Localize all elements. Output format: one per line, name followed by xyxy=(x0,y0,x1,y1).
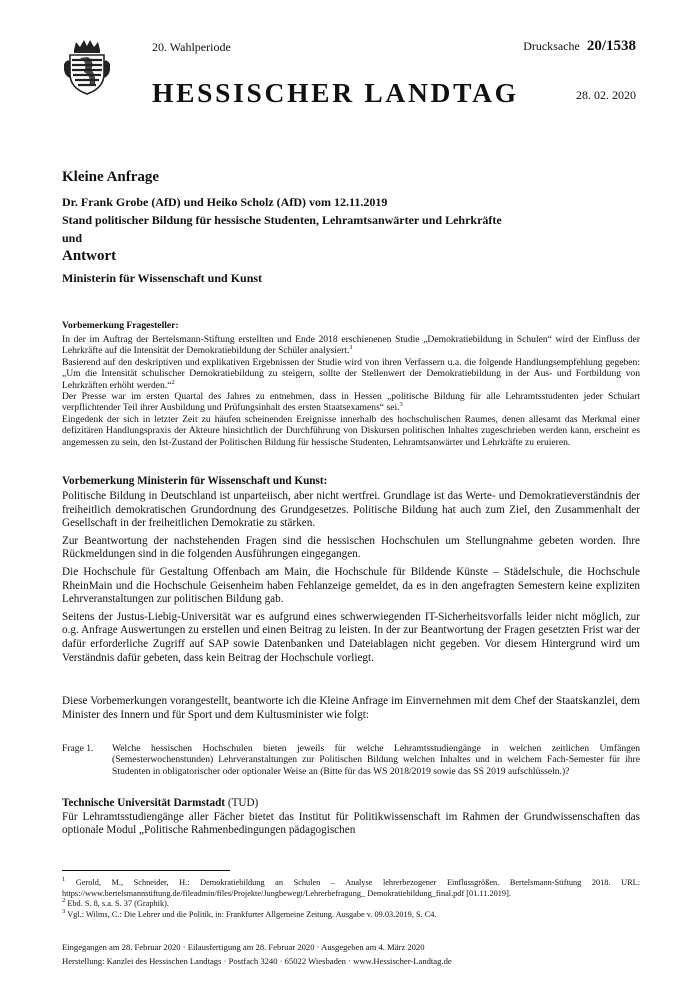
footnote-3-num: 3 xyxy=(62,908,66,916)
footnote-2 xyxy=(62,899,640,910)
footnote-2-num: 2 xyxy=(62,897,66,905)
footnote-1-text: Gerold, M., Schneider, H.: Demokratiebildung an Schulen – Analyse lehrerbezogener Einflussgrößen. Bertelsmann-Stiftung 2018. URL: https://www.bertelsmannstiftung.de/fileadmin/files/Projekte/Jungbewegt/Lehrerbefragung_ Demokratiebildung_final.pdf [01.11.2019]. xyxy=(62,878,641,898)
footnote-1 xyxy=(62,878,640,899)
fragesteller-paragraph xyxy=(62,391,640,414)
fragesteller-paragraph xyxy=(62,334,640,357)
subject-line: Stand politischer Bildung für hessische Studenten, Lehramtsanwärter und Lehrkräfte xyxy=(62,213,502,227)
ministerin-p2: Zur Beantwortung der nachstehenden Fragen sind die hessischen Hochschulen um Stellungnahme gebeten worden. Ihre Rückmeldungen sind in die folgenden Ausführungen eingegangen. xyxy=(62,534,640,561)
landtag-title: HESSISCHER LANDTAG xyxy=(152,77,519,108)
wahlperiode: 20. Wahlperiode xyxy=(152,40,231,54)
frage-1-text: Welche hessischen Hochschulen bieten jeweils für welche Lehramtsstudiengänge in welchen zeitlichen Umfängen (Semesterwochenstunden) Lehrveranstaltungen zur Politischen Bildung welchen Inhaltes und in welchem Fach-Semester für ihre Studenten in obligatorischer oder optionaler Weise an (Bitte für das WS 2018/2019 sowie das SS 2019 aufschlüsseln.)? xyxy=(112,743,640,777)
title-block xyxy=(62,168,642,287)
frage-1 xyxy=(62,743,640,777)
antwort-heading: Antwort xyxy=(62,248,117,264)
drucksache-number: 20/1538 xyxy=(586,38,636,54)
vorbemerkung-fragesteller-text xyxy=(62,334,640,448)
imprint-line-1: Eingegangen am 28. Februar 2020 · Eilausfertigung am 28. Februar 2020 · Ausgegeben am 4. März 2020 xyxy=(62,942,425,952)
footnote-divider xyxy=(62,870,230,871)
frage-1-label: Frage 1. xyxy=(62,743,94,754)
drucksache-text: Drucksache xyxy=(523,39,580,53)
footnote-3 xyxy=(62,910,640,921)
ministerin-p5-block xyxy=(62,695,640,726)
imprint-line-2: Herstellung: Kanzlei des Hessischen Landtags · Postfach 3240 · 65022 Wiesbaden · www.Hessischer-Landtag.de xyxy=(62,956,452,966)
ministerin-line: Ministerin für Wissenschaft und Kunst xyxy=(62,271,263,285)
document-date: 28. 02. 2020 xyxy=(576,88,636,102)
footnote-1-num: 1 xyxy=(62,876,66,884)
ministerin-p1: Politische Bildung in Deutschland ist unparteiisch, aber nicht wertfrei. Grundlage ist das Werte- und Demokratieverständnis der freiheitlich demokratischen Grundordnung des Grundgesetzes. Politische Bildung hat auch zum Ziel, den Zusammenhalt der Gesellschaft in der freiheitlichen Demokratie zu stärken. xyxy=(62,490,640,530)
ministerin-p5: Diese Vorbemerkungen vorangestellt, beantworte ich die Kleine Anfrage im Einvernehmen mit dem Chef der Staatskanzlei, dem Minister des Innern und für Sport und dem Kultusminister wie folgt: xyxy=(62,695,640,721)
fragesteller-paragraph xyxy=(62,357,640,391)
ministerin-p3: Die Hochschule für Gestaltung Offenbach am Main, die Hochschule für Bildende Künste – Städelschule, die Hochschule RheinMain und die Hochschule Geisenheim haben Fehlanzeige gemeldet, da es in den angefragten Semestern keine expliziten Lehrveranstaltungen zur politischen Bildung gab. xyxy=(62,565,640,606)
footnote-2-text: Ebd. S. 8, s.a. S. 37 (Graphik). xyxy=(67,899,169,909)
fragesteller-p2: Basierend auf den deskriptiven und explikativen Ergebnissen der Studie wird von ihren Verfassern u.a. die folgende Handlungsempfehlung gegeben: „Um die Intensität schulischer Demokratiebildung zu steigern, sollte der Stellenwert der Demokratiebildung in der Aus- und Fortbildung von Lehrkräften erhöht werden.“ xyxy=(62,356,640,391)
tud-name: Technische Universität Darmstadt xyxy=(62,797,226,809)
footnote-ref-2: 2 xyxy=(171,378,175,386)
kleine-anfrage-heading: Kleine Anfrage xyxy=(62,169,160,185)
fragesteller-p1: In der im Auftrag der Bertelsmann-Stiftung erstellten und Ende 2018 erschienenen Studie „Demokratiebildung in Schulen“ wird der Einfluss der Lehrkräfte auf die Intensität der Demokratiebildung der Schüler analysiert. xyxy=(62,334,640,357)
ministerin-p4: Seitens der Justus-Liebig-Universität war es aufgrund eines schwerwiegenden IT-Sicherheitsvorfalls leider nicht möglich, zur o.g. Anfrage Auswertungen zu erstellen und einen Beitrag zu leisten. In der zur Beantwortung der Fragen gesetzten Frist war der dafür erforderliche Zugriff auf SAP sowie Datenbanken und Dateiablagen nicht gegeben. Vor diesem Hintergrund wird um Verständnis dafür gebeten, dass kein Beitrag der Hochschule vorliegt. xyxy=(62,610,640,664)
fragesteller-paragraph: Eingedenk der sich in letzter Zeit zu häufen scheinenden Ereignisse innerhalb des hochschulischen Raumes, denen allesamt das Merkmal einer defizitären Handlungspraxis der Akteure hinsichtlich der Durchführung von Diskursen politischen Inhaltes zugeschrieben werden kann, erscheint es angemessen zu sein, den Ist-Zustand der Politischen Bildung für hessische Studenten, Lehramtsanwärter und Lehrkräfte zu eruieren. xyxy=(62,413,640,448)
footnote-ref-3: 3 xyxy=(399,401,403,409)
hessen-coat-of-arms-icon xyxy=(62,38,112,96)
footnote-ref-1: 1 xyxy=(349,344,353,352)
vorbemerkung-ministerin-heading: Vorbemerkung Ministerin für Wissenschaft und Kunst: xyxy=(62,475,328,487)
fragesteller-p3: Der Presse war im ersten Quartal des Jahres zu entnehmen, dass in Hessen „politische Bildung für alle Lehramtsstudenten jeder Schulart verpflichtender Teil ihrer Ausbildung und Prüfungsinhalt des ersten Staatsexamens“ sei. xyxy=(62,391,640,414)
footnotes xyxy=(62,878,640,920)
authors-line: Dr. Frank Grobe (AfD) und Heiko Scholz (AfD) vom 12.11.2019 xyxy=(62,195,388,209)
vorbemerkung-fragesteller-heading: Vorbemerkung Fragesteller: xyxy=(62,320,179,331)
vorbemerkung-ministerin-text xyxy=(62,490,640,669)
tud-text: Für Lehramtsstudiengänge aller Fächer bietet das Institut für Politikwissenschaft im Rahmen der Grundwissenschaften das optionale Modul „Politische Rahmenbedingungen pädagogischen xyxy=(62,810,640,837)
tud-section xyxy=(62,797,640,838)
und-line: und xyxy=(62,231,83,245)
tud-abbr: (TUD) xyxy=(227,797,259,809)
drucksache-label xyxy=(523,38,636,55)
footnote-3-text: Vgl.: Wilms, C.: Die Lehrer und die Politik, in: Frankfurter Allgemeine Zeitung. Ausgabe v. 09.03.2019, S. C4. xyxy=(67,909,437,919)
